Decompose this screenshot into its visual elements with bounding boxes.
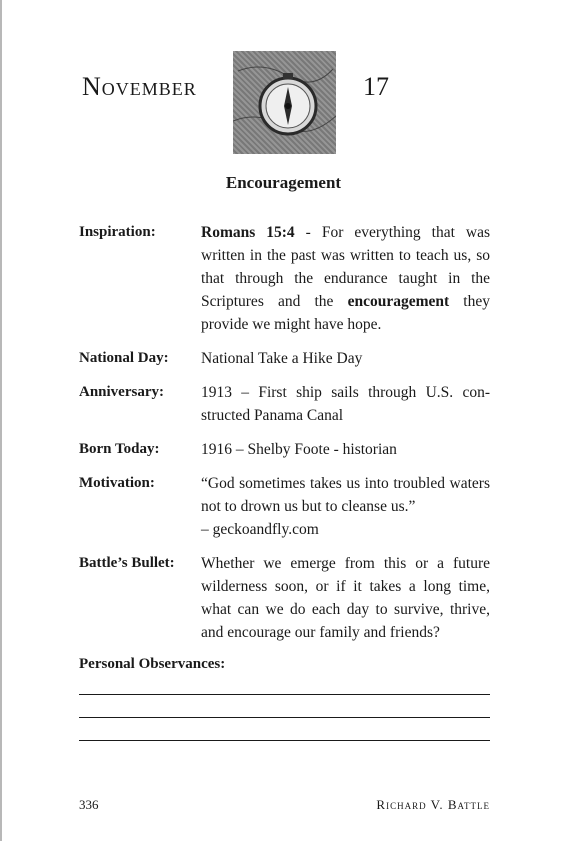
inspiration-emphasis: encouragement [347,293,450,310]
motivation-label: Motivation: [79,475,155,491]
national-day-text: National Take a Hike Day [201,350,363,367]
inspiration-text [201,221,490,336]
inspiration-text-part1: - For everything that was written in the past was written to teach us, so that through the endurance taught in the Scriptures and the [201,224,490,310]
author-name: Richard V. Battle [376,797,490,812]
personal-observances-label: Personal Observances: [79,656,226,672]
battles-bullet-label: Battle’s Bullet: [79,555,175,571]
inspiration-label: Inspiration: [79,224,156,240]
national-day-label: National Day: [79,350,169,366]
born-today-text: 1916 – Shelby Foote - historian [201,441,397,458]
inspiration-text-part2: they provide we might have hope. [201,293,490,333]
page-number: 336 [79,797,99,812]
motivation-source: – geckoandfly.com [201,521,319,538]
day-heading: 17 [363,72,389,101]
writing-line [79,717,490,718]
motivation-quote: “God sometimes takes us into troubled waters not to drown us but to cleanse us.” [201,475,490,515]
writing-line [79,740,490,741]
compass-map-photo [233,51,336,154]
writing-line [79,694,490,695]
anniversary-text: 1913 – First ship sails through U.S. con-structed Panama Canal [201,384,490,424]
anniversary-label: Anniversary: [79,384,164,400]
page-edge [0,0,2,841]
battles-bullet-text: Whether we emerge from this or a future wilderness soon, or if it takes a long time, what can we do each day to survive, thrive, and encourage our family and friends? [201,555,490,641]
scripture-reference: Romans 15:4 [201,224,295,241]
month-heading: November [82,72,197,101]
born-today-label: Born Today: [79,441,160,457]
page-title: Encouragement [225,173,342,192]
motivation-text [201,472,490,541]
